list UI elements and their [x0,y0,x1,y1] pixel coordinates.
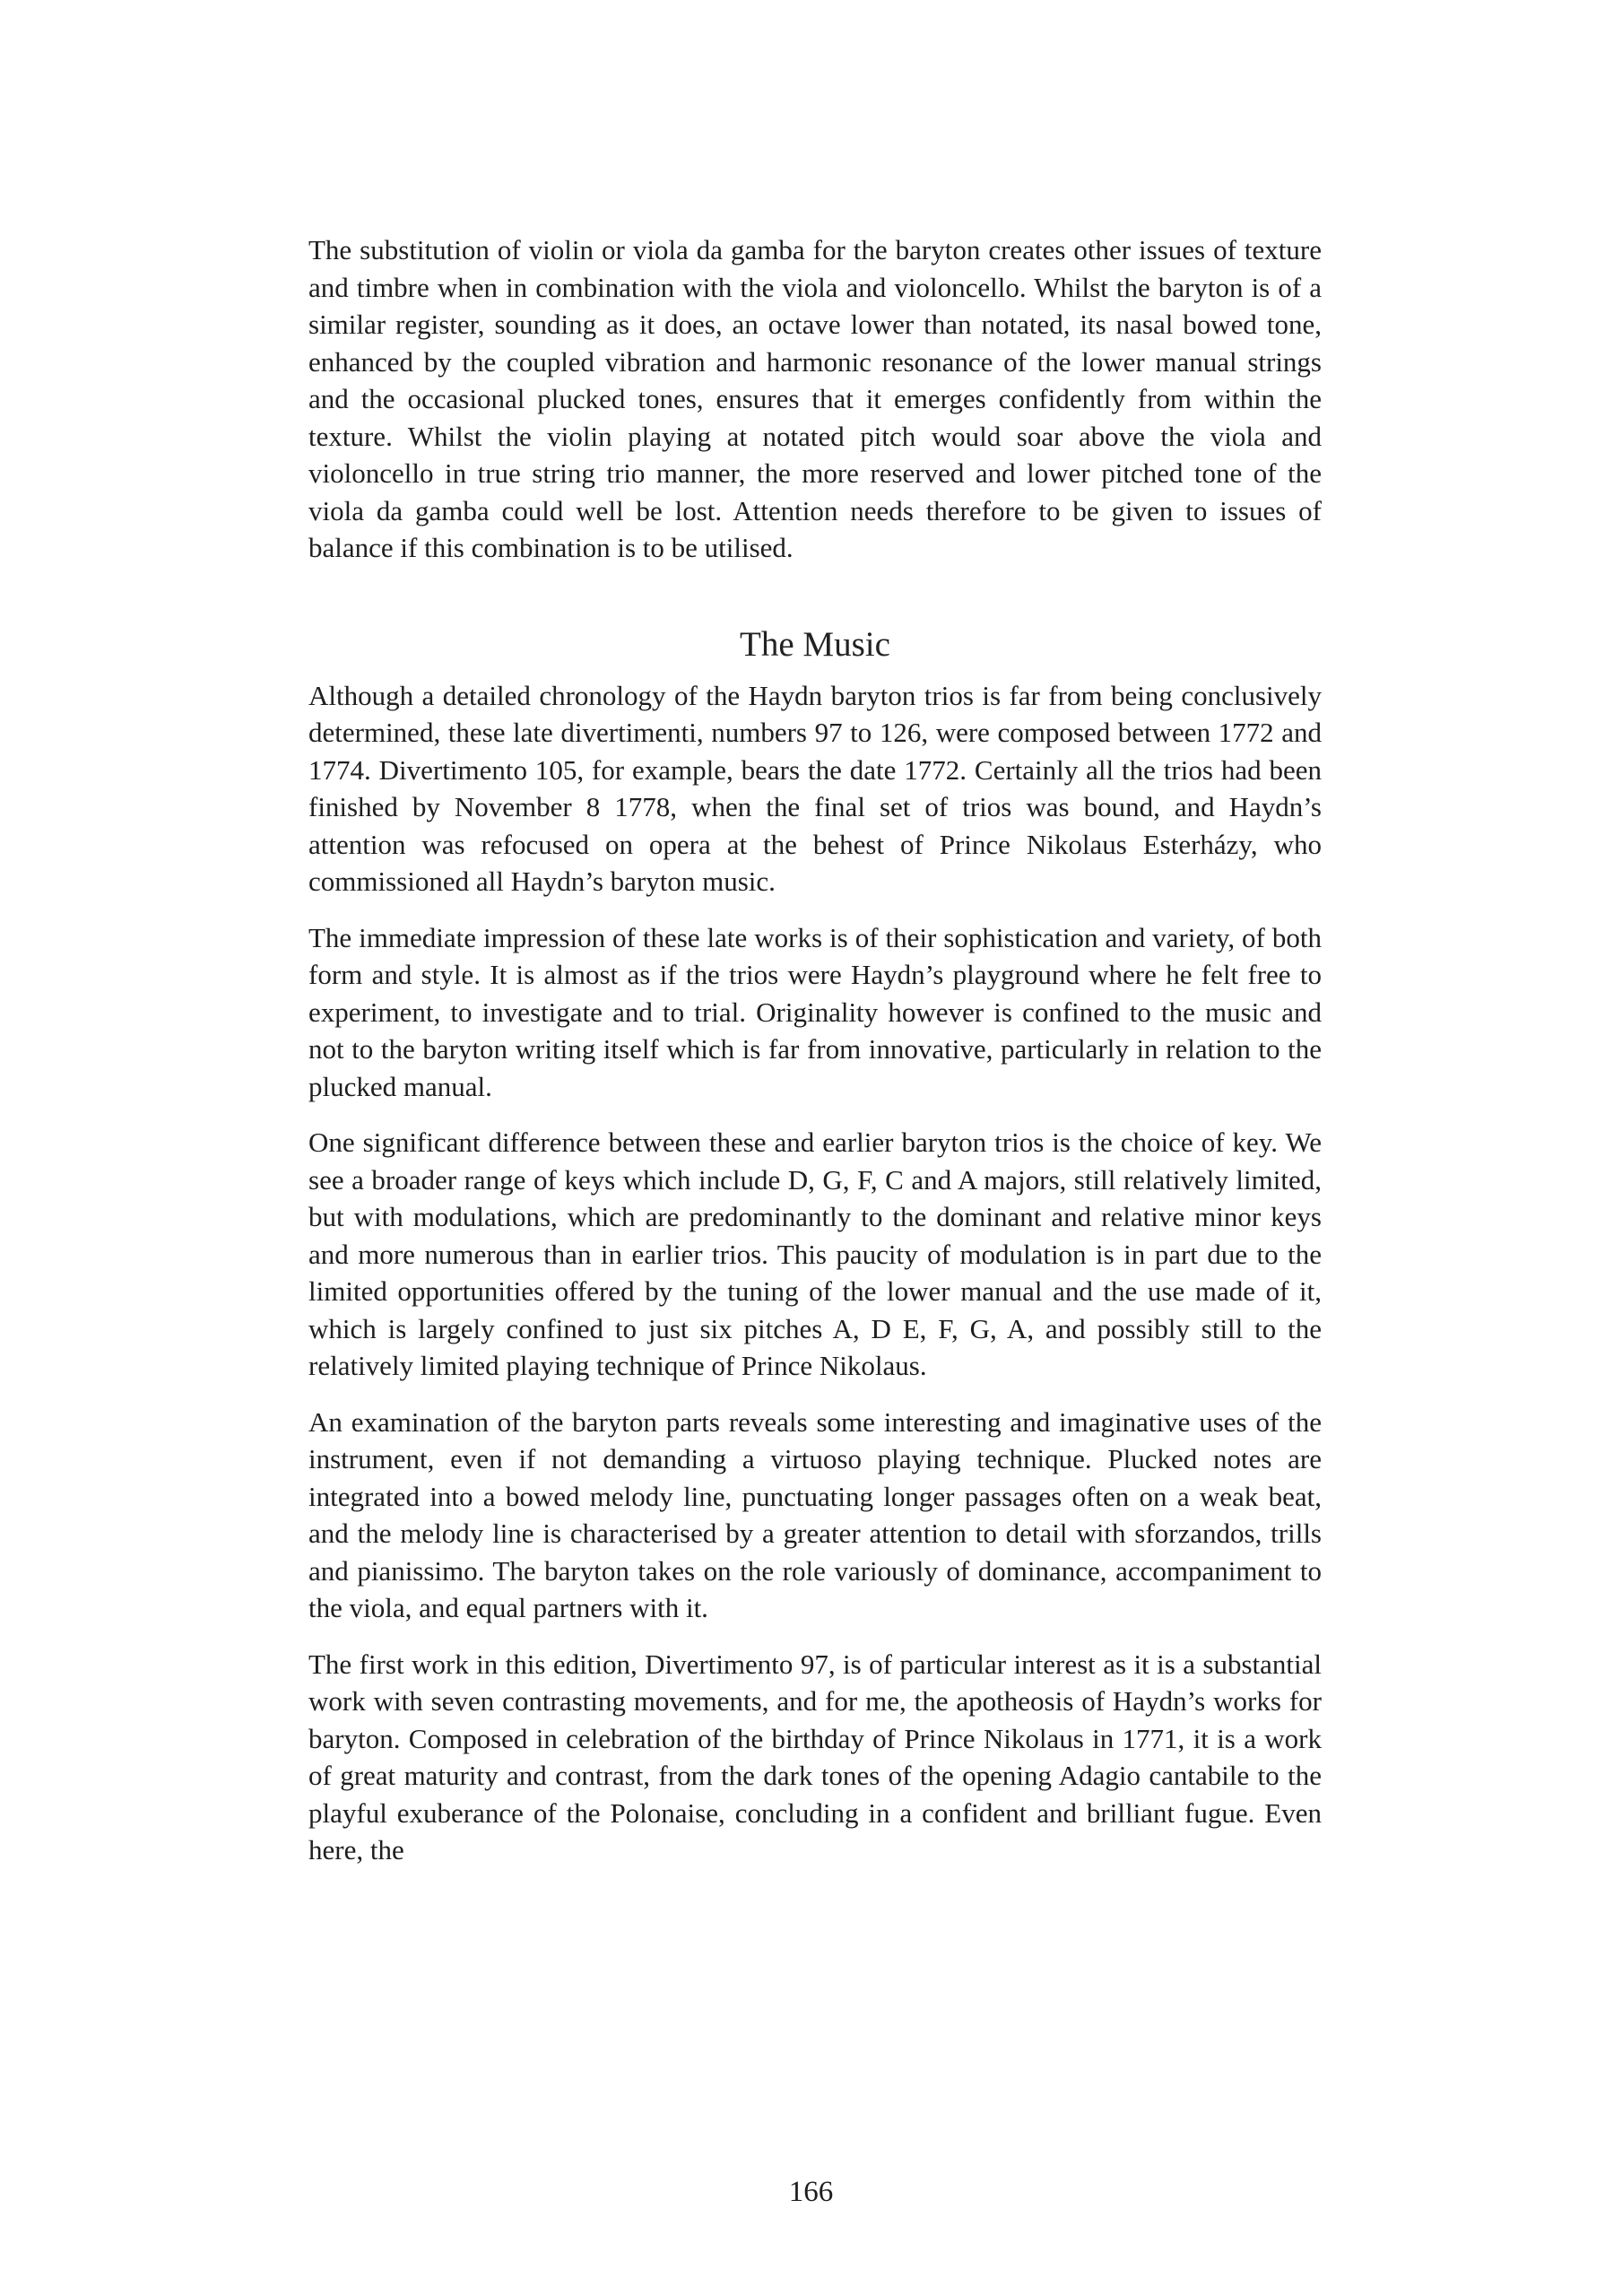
body-paragraph-key: One significant difference between these and earlier baryton trios is the choice of key. We see a broader range of keys which include D, G, F, C and A majors, still relatively limited, but with modulations, which are predominantly to the dominant and relative minor keys and more numerous than in earlier trios. This paucity of modulation is in part due to the limited opportunities offered by the tuning of the lower manual and the use made of it, which is largely confined to just six pitches A, D E, F, G, A, and possibly still to the relatively limited playing technique of Prince Nikolaus. [308,1126,1322,1381]
body-paragraph-baryton-parts: An examination of the baryton parts reveals some interesting and imaginative uses of the instrument, even if not demanding a virtuoso playing technique. Plucked notes are integrated into a bowed melody line, punctuating longer passages often on a weak beat, and the melody line is characterised by a greater attention to detail with sforzandos, trills and pianissimo. The baryton takes on the role variously of dominance, accompaniment to the viola, and equal partners with it. [308,1405,1322,1623]
body-paragraph-chronology: Although a detailed chronology of the Haydn baryton trios is far from being conclusively determined, these late divertimenti, numbers 97 to 126, were composed between 1772 and 1774. Divertimento 105, for example, bears the date 1772. Certainly all the trios had been finished by November 8 1778, when the final set of trios was bound, and Haydn’s attention was refocused on opera at the behest of Prince Nikolaus Esterházy, who commissioned all Haydn’s baryton music. [308,679,1322,897]
body-paragraph-impression: The immediate impression of these late works is of their sophistication and variety, of both form and style. It is almost as if the trios were Haydn’s playground where he felt free to experiment, to investigate and to trial. Originality however is confined to the music and not to the baryton writing itself which is far from innovative, particularly in relation to the plucked manual. [308,921,1322,1102]
page-body [308,231,1322,1888]
page-number: 166 [788,2176,834,2208]
intro-paragraph: The substitution of violin or viola da gamba for the baryton creates other issues of texture and timbre when in combination with the viola and violoncello. Whilst the baryton is of a similar register, sounding as it does, an octave lower than notated, its nasal bowed tone, enhanced by the coupled vibration and harmonic resonance of the lower manual strings and the occasional plucked tones, ensures that it emerges confidently from within the texture. Whilst the violin playing at notated pitch would soar above the viola and violoncello in true string trio manner, the more reserved and lower pitched tone of the viola da gamba could well be lost. Attention needs therefore to be given to issues of balance if this combination is to be utilised. [308,234,1322,563]
section-heading: The Music [740,624,890,664]
body-paragraph-divertimento-97: The first work in this edition, Divertimento 97, is of particular interest as it is a substantial work with seven contrasting movements, and for me, the apotheosis of Haydn’s works for baryton. Composed in celebration of the birthday of Prince Nikolaus in 1771, it is a work of great maturity and contrast, from the dark tones of the opening Adagio cantabile to the playful exuberance of the Polonaise, concluding in a confident and brilliant fugue. Even here, the [308,1648,1322,1866]
